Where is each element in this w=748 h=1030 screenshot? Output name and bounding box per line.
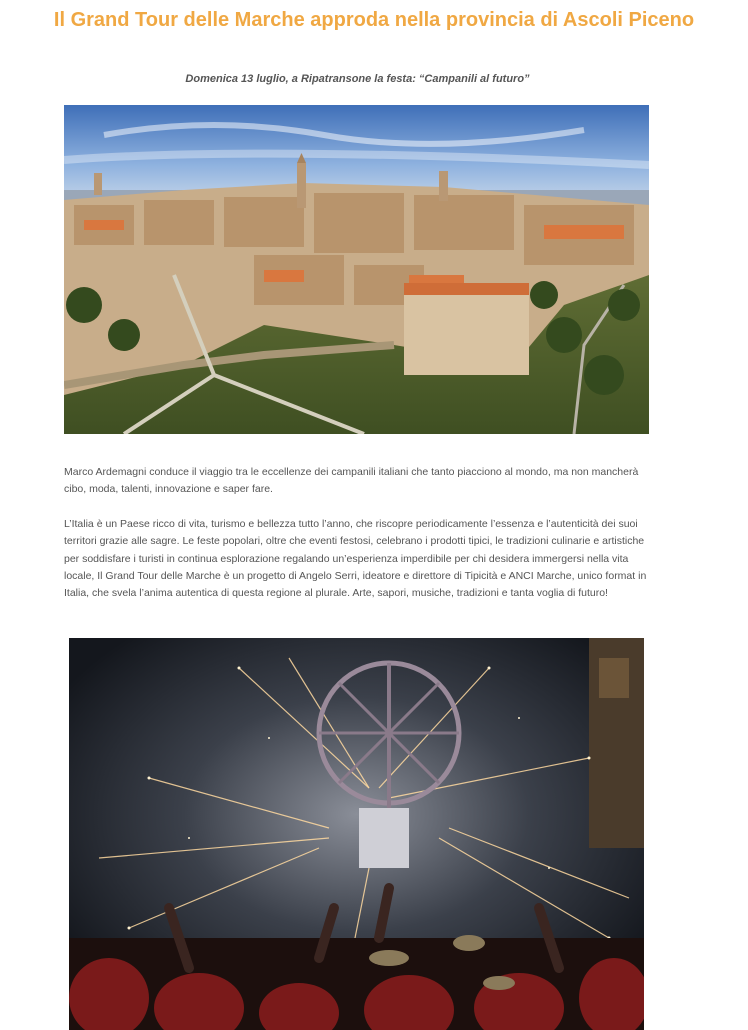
town-aerial-photo [64,105,649,434]
body-paragraph: L’Italia è un Paese ricco di vita, turismo e bellezza tutto l’anno, che riscopre periodicamente l’essenza e l’autenticità dei suoi territori grazie alle sagre. Le feste popolari, oltre che eventi festosi, celebrano i prodotti tipici, le tradizioni culinarie e artistiche per soddisfare i turisti in continua esplorazione regalando un’esperienza imperdibile per chi desidera immergersi nella vita locale, Il Grand Tour delle Marche è un progetto di Angelo Serri, ideatore e direttore di Tipicità e ANCI Marche, unico format in Italia, che svela l’anima autentica di questa regione al plurale. Arte, sapori, musiche, tradizioni e tanta voglia di futuro! [64,518,647,600]
article-title: Il Grand Tour delle Marche approda nella provincia di Ascoli Piceno [53,9,695,31]
article-subtitle: Domenica 13 luglio, a Ripatransone la festa: “Campanili al futuro” [185,73,530,85]
fireworks-festival-photo [69,638,644,1030]
intro-paragraph: Marco Ardemagni conduce il viaggio tra le eccellenze dei campanili italiani che tanto piacciono al mondo, ma non mancherà cibo, moda, talenti, innovazione e saper fare. [64,466,639,496]
